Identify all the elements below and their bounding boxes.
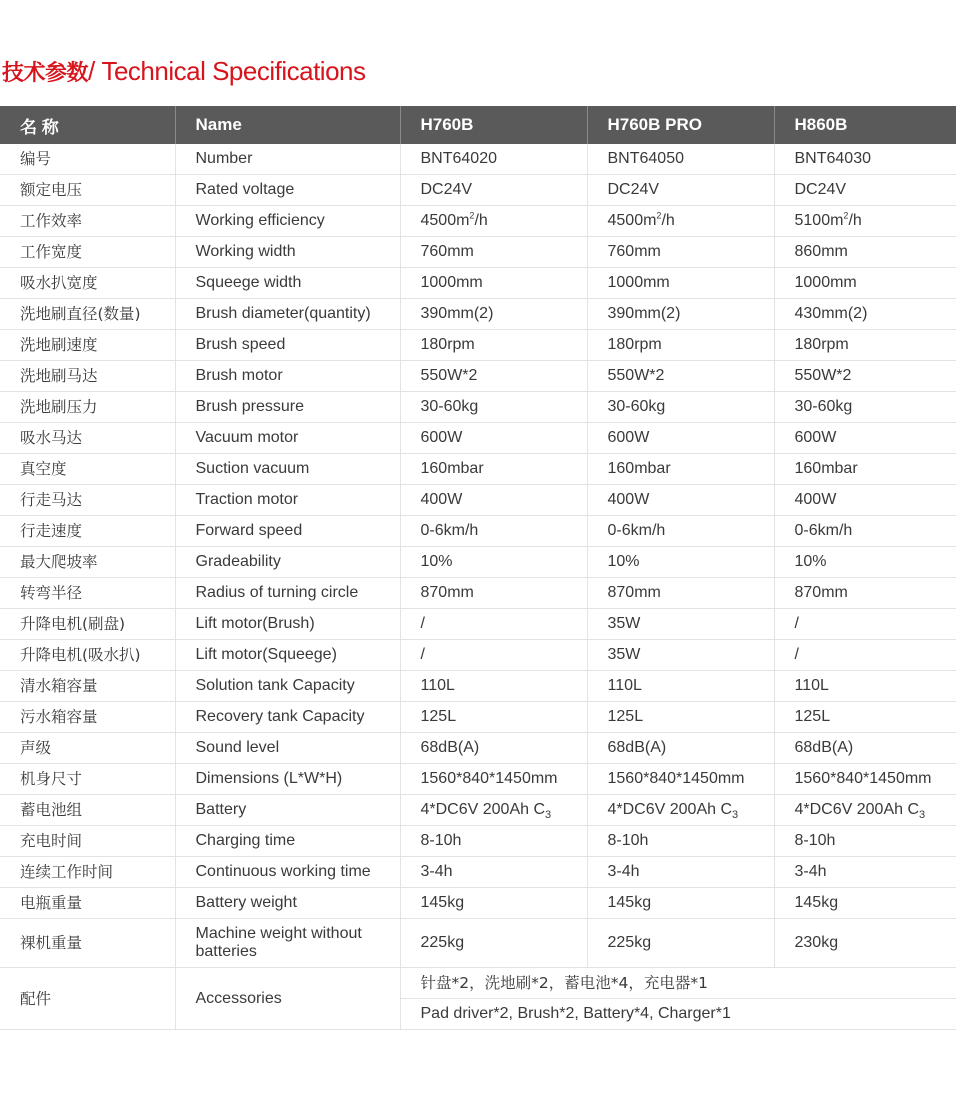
- row-value-text: 180rpm: [607, 336, 662, 353]
- row-label-cn: 额定电压: [0, 175, 175, 206]
- row-value-model-1: [400, 206, 587, 237]
- row-label-en: Brush motor: [175, 361, 400, 392]
- row-value-text: DC24V: [607, 181, 660, 198]
- row-value-model-2: [587, 919, 774, 968]
- table-row: [0, 671, 956, 702]
- row-value-text: 760mm: [607, 243, 661, 260]
- row-label-cn: 真空度: [0, 454, 175, 485]
- table-row: [0, 764, 956, 795]
- row-value-text: 600W: [420, 429, 463, 446]
- table-header-row: [0, 106, 956, 144]
- row-value-model-3: [774, 640, 956, 671]
- row-value-text: 110L: [794, 677, 829, 694]
- row-value-text: 390mm(2): [420, 305, 494, 322]
- row-value-text: 3-4h: [794, 863, 827, 880]
- row-value-model-3: [774, 485, 956, 516]
- table-row: [0, 609, 956, 640]
- row-value-model-2: [587, 361, 774, 392]
- row-value-text: 1560*840*1450mm: [420, 770, 558, 787]
- row-value-model-3: [774, 268, 956, 299]
- row-value-model-1: [400, 485, 587, 516]
- row-value-model-3: [774, 733, 956, 764]
- header-model-h860b: H860B: [774, 106, 956, 144]
- table-row: [0, 702, 956, 733]
- row-label-en: Battery weight: [175, 888, 400, 919]
- row-value-model-2: [587, 578, 774, 609]
- table-row: [0, 423, 956, 454]
- row-value-text: 430mm(2): [794, 305, 868, 322]
- row-value-model-3: [774, 206, 956, 237]
- row-value-model-1: [400, 578, 587, 609]
- accessories-value-cn: 针盘*2，洗地刷*2，蓄电池*4，充电器*1: [400, 968, 956, 999]
- row-value-text: 10%: [607, 553, 640, 570]
- row-value-text: 550W*2: [420, 367, 478, 384]
- row-value-model-3: [774, 361, 956, 392]
- row-value-text: BNT64030: [794, 150, 871, 167]
- row-value-model-2: [587, 454, 774, 485]
- row-label-cn: 裸机重量: [0, 919, 175, 968]
- row-value-text: 160mbar: [794, 460, 858, 477]
- row-label-en: Working width: [175, 237, 400, 268]
- table-row: [0, 826, 956, 857]
- row-value-model-3: [774, 547, 956, 578]
- row-value-model-3: [774, 578, 956, 609]
- row-value-text: DC24V: [420, 181, 473, 198]
- row-value-text: 35W: [607, 646, 641, 663]
- row-value-text: 390mm(2): [607, 305, 681, 322]
- row-value-model-3: [774, 423, 956, 454]
- row-label-en: Number: [175, 144, 400, 175]
- row-label-en: Recovery tank Capacity: [175, 702, 400, 733]
- row-label-cn: 吸水马达: [0, 423, 175, 454]
- row-value-model-1: [400, 857, 587, 888]
- row-value-model-1: [400, 640, 587, 671]
- table-row: [0, 578, 956, 609]
- row-label-en: Lift motor(Brush): [175, 609, 400, 640]
- row-value-text: 10%: [420, 553, 453, 570]
- row-label-en: Brush pressure: [175, 392, 400, 423]
- accessories-label-en: Accessories: [175, 968, 400, 1030]
- row-value-text: 400W: [794, 491, 837, 508]
- row-value-model-1: [400, 454, 587, 485]
- row-value-text: 160mbar: [420, 460, 484, 477]
- unit-superscript: 2: [843, 210, 849, 221]
- row-value-text: 180rpm: [794, 336, 849, 353]
- row-value-text: 1560*840*1450mm: [794, 770, 932, 787]
- row-value-model-1: [400, 888, 587, 919]
- row-value-text: 8-10h: [420, 832, 462, 849]
- row-value-model-2: [587, 640, 774, 671]
- table-row: [0, 144, 956, 175]
- row-value-model-3: [774, 609, 956, 640]
- row-label-cn: 吸水扒宽度: [0, 268, 175, 299]
- row-value-text: 3-4h: [420, 863, 453, 880]
- row-value-text: 5100m: [794, 212, 844, 229]
- row-label-en: Traction motor: [175, 485, 400, 516]
- table-row: [0, 888, 956, 919]
- row-label-en: Dimensions (L*W*H): [175, 764, 400, 795]
- page-title: [2, 56, 366, 87]
- row-value-text: 8-10h: [607, 832, 649, 849]
- row-label-en: Suction vacuum: [175, 454, 400, 485]
- table-row: [0, 857, 956, 888]
- row-value-model-2: [587, 826, 774, 857]
- row-label-en: Sound level: [175, 733, 400, 764]
- row-value-model-1: [400, 392, 587, 423]
- table-row: [0, 175, 956, 206]
- row-value-model-2: [587, 206, 774, 237]
- row-value-text: 3-4h: [607, 863, 640, 880]
- row-label-en: Forward speed: [175, 516, 400, 547]
- row-label-en: Vacuum motor: [175, 423, 400, 454]
- row-value-text: /: [420, 646, 425, 663]
- row-value-text: /: [420, 615, 425, 632]
- row-value-text: 400W: [420, 491, 463, 508]
- unit-subscript: 3: [919, 809, 926, 822]
- row-value-text: 600W: [794, 429, 837, 446]
- row-value-text: 1000mm: [607, 274, 670, 291]
- row-label-en: Battery: [175, 795, 400, 826]
- table-row: [0, 268, 956, 299]
- row-value-text: 160mbar: [607, 460, 671, 477]
- row-value-model-2: [587, 857, 774, 888]
- row-value-model-1: [400, 144, 587, 175]
- table-row: [0, 485, 956, 516]
- row-label-en: Machine weight without batteries: [175, 919, 400, 968]
- row-value-model-3: [774, 175, 956, 206]
- row-value-text: 180rpm: [420, 336, 475, 353]
- row-label-cn: 洗地刷压力: [0, 392, 175, 423]
- row-value-text: 125L: [794, 708, 831, 725]
- row-value-model-2: [587, 423, 774, 454]
- row-value-model-2: [587, 547, 774, 578]
- row-value-text: 4*DC6V 200Ah C: [607, 801, 733, 818]
- row-label-cn: 充电时间: [0, 826, 175, 857]
- row-value-text: /: [794, 646, 799, 663]
- row-value-model-2: [587, 299, 774, 330]
- row-value-text: 870mm: [794, 584, 848, 601]
- table-row: [0, 237, 956, 268]
- row-value-model-1: [400, 826, 587, 857]
- row-value-text: 760mm: [420, 243, 474, 260]
- row-value-text: 4*DC6V 200Ah C: [794, 801, 920, 818]
- unit-tail: /h: [848, 212, 862, 229]
- row-label-cn: 行走马达: [0, 485, 175, 516]
- row-label-cn: 洗地刷速度: [0, 330, 175, 361]
- row-value-model-1: [400, 516, 587, 547]
- row-label-en: Working efficiency: [175, 206, 400, 237]
- row-value-model-3: [774, 516, 956, 547]
- table-row: [0, 733, 956, 764]
- row-value-model-2: [587, 795, 774, 826]
- row-value-model-1: [400, 671, 587, 702]
- unit-tail: /h: [474, 212, 488, 229]
- row-value-text: 30-60kg: [420, 398, 479, 415]
- row-label-en: Radius of turning circle: [175, 578, 400, 609]
- row-value-text: 225kg: [607, 934, 652, 951]
- row-label-cn: 升降电机(吸水扒): [0, 640, 175, 671]
- row-value-model-1: [400, 702, 587, 733]
- spec-table: [0, 106, 956, 1030]
- row-value-model-3: [774, 795, 956, 826]
- row-value-text: 68dB(A): [420, 739, 480, 756]
- row-value-model-1: [400, 919, 587, 968]
- row-value-model-3: [774, 857, 956, 888]
- row-value-model-1: [400, 361, 587, 392]
- accessories-value-en: Pad driver*2, Brush*2, Battery*4, Charger*1: [400, 999, 956, 1030]
- row-value-text: 550W*2: [794, 367, 852, 384]
- table-row: [0, 547, 956, 578]
- row-label-cn: 洗地刷直径(数量): [0, 299, 175, 330]
- row-value-text: 145kg: [420, 894, 465, 911]
- row-label-en: Gradeability: [175, 547, 400, 578]
- accessories-label-cn: 配件: [0, 968, 175, 1030]
- row-value-model-2: [587, 175, 774, 206]
- row-value-text: BNT64020: [420, 150, 497, 167]
- page-title-en: / Technical Specifications: [88, 56, 366, 86]
- row-value-model-3: [774, 330, 956, 361]
- row-value-text: 30-60kg: [794, 398, 853, 415]
- header-model-h760b-pro: H760B PRO: [587, 106, 774, 144]
- row-value-text: 4500m: [607, 212, 657, 229]
- row-value-text: 870mm: [420, 584, 474, 601]
- row-label-cn: 行走速度: [0, 516, 175, 547]
- row-value-model-2: [587, 237, 774, 268]
- row-label-cn: 编号: [0, 144, 175, 175]
- row-value-text: 1560*840*1450mm: [607, 770, 745, 787]
- row-value-model-2: [587, 392, 774, 423]
- row-value-model-3: [774, 702, 956, 733]
- table-row: [0, 454, 956, 485]
- table-row: [0, 795, 956, 826]
- unit-superscript: 2: [656, 210, 662, 221]
- row-label-en: Brush speed: [175, 330, 400, 361]
- row-label-cn: 工作宽度: [0, 237, 175, 268]
- row-value-model-3: [774, 764, 956, 795]
- row-value-text: 4*DC6V 200Ah C: [420, 801, 546, 818]
- row-value-text: 110L: [420, 677, 455, 694]
- unit-superscript: 2: [469, 210, 475, 221]
- row-label-en: Solution tank Capacity: [175, 671, 400, 702]
- row-value-model-1: [400, 547, 587, 578]
- row-value-model-2: [587, 485, 774, 516]
- table-row: [0, 919, 956, 968]
- row-value-model-3: [774, 888, 956, 919]
- row-value-model-1: [400, 609, 587, 640]
- row-label-cn: 工作效率: [0, 206, 175, 237]
- row-value-model-2: [587, 144, 774, 175]
- row-label-cn: 声级: [0, 733, 175, 764]
- row-value-model-1: [400, 175, 587, 206]
- row-value-text: 145kg: [607, 894, 652, 911]
- row-label-en: Charging time: [175, 826, 400, 857]
- row-value-model-3: [774, 144, 956, 175]
- row-value-model-1: [400, 423, 587, 454]
- table-row: [0, 392, 956, 423]
- row-value-text: 30-60kg: [607, 398, 666, 415]
- row-label-cn: 污水箱容量: [0, 702, 175, 733]
- row-value-model-2: [587, 733, 774, 764]
- row-value-model-2: [587, 764, 774, 795]
- row-value-model-3: [774, 392, 956, 423]
- row-value-model-3: [774, 919, 956, 968]
- row-label-en: Lift motor(Squeege): [175, 640, 400, 671]
- row-label-en: Squeege width: [175, 268, 400, 299]
- header-model-h760b: H760B: [400, 106, 587, 144]
- row-value-model-1: [400, 795, 587, 826]
- row-value-model-2: [587, 330, 774, 361]
- row-value-text: 860mm: [794, 243, 848, 260]
- row-value-text: 230kg: [794, 934, 839, 951]
- table-row: [0, 299, 956, 330]
- row-value-text: 125L: [607, 708, 644, 725]
- unit-subscript: 3: [732, 809, 739, 822]
- row-value-text: 400W: [607, 491, 650, 508]
- row-label-cn: 连续工作时间: [0, 857, 175, 888]
- row-label-cn: 机身尺寸: [0, 764, 175, 795]
- table-row: [0, 640, 956, 671]
- row-value-model-1: [400, 268, 587, 299]
- row-value-text: 870mm: [607, 584, 661, 601]
- table-row: [0, 361, 956, 392]
- row-value-model-3: [774, 671, 956, 702]
- row-value-model-2: [587, 702, 774, 733]
- row-value-model-2: [587, 268, 774, 299]
- row-value-model-3: [774, 454, 956, 485]
- row-value-text: 10%: [794, 553, 827, 570]
- accessories-row: [0, 968, 956, 999]
- row-label-cn: 清水箱容量: [0, 671, 175, 702]
- row-label-cn: 升降电机(刷盘): [0, 609, 175, 640]
- row-value-text: 225kg: [420, 934, 465, 951]
- unit-tail: /h: [661, 212, 675, 229]
- row-value-text: 1000mm: [420, 274, 483, 291]
- row-value-text: 145kg: [794, 894, 839, 911]
- row-value-model-2: [587, 888, 774, 919]
- row-value-text: 68dB(A): [794, 739, 854, 756]
- row-value-model-2: [587, 671, 774, 702]
- row-value-model-2: [587, 609, 774, 640]
- row-value-text: 4500m: [420, 212, 470, 229]
- header-name-en: Name: [175, 106, 400, 144]
- row-label-cn: 洗地刷马达: [0, 361, 175, 392]
- row-value-text: 35W: [607, 615, 641, 632]
- row-value-text: 8-10h: [794, 832, 836, 849]
- row-label-en: Continuous working time: [175, 857, 400, 888]
- row-value-text: 125L: [420, 708, 457, 725]
- row-value-text: 0-6km/h: [607, 522, 666, 539]
- row-label-cn: 转弯半径: [0, 578, 175, 609]
- table-row: [0, 206, 956, 237]
- row-label-cn: 蓄电池组: [0, 795, 175, 826]
- row-value-text: 110L: [607, 677, 642, 694]
- row-value-model-2: [587, 516, 774, 547]
- row-value-model-1: [400, 764, 587, 795]
- row-value-text: 550W*2: [607, 367, 665, 384]
- unit-subscript: 3: [545, 809, 552, 822]
- row-value-text: 68dB(A): [607, 739, 667, 756]
- row-value-text: BNT64050: [607, 150, 684, 167]
- row-value-text: /: [794, 615, 799, 632]
- header-name-cn: 名 称: [0, 106, 175, 144]
- row-value-model-1: [400, 299, 587, 330]
- row-value-text: 0-6km/h: [794, 522, 853, 539]
- row-label-en: Brush diameter(quantity): [175, 299, 400, 330]
- row-value-model-1: [400, 733, 587, 764]
- row-value-text: 600W: [607, 429, 650, 446]
- row-value-model-1: [400, 237, 587, 268]
- table-row: [0, 330, 956, 361]
- row-value-model-3: [774, 826, 956, 857]
- row-value-text: 1000mm: [794, 274, 857, 291]
- row-value-model-1: [400, 330, 587, 361]
- spec-table-body: [0, 144, 956, 1030]
- row-value-text: DC24V: [794, 181, 847, 198]
- row-label-en: Rated voltage: [175, 175, 400, 206]
- row-label-cn: 电瓶重量: [0, 888, 175, 919]
- row-value-text: 0-6km/h: [420, 522, 479, 539]
- page-title-cn: 技术参数: [2, 61, 89, 86]
- row-value-model-3: [774, 299, 956, 330]
- table-row: [0, 516, 956, 547]
- row-value-model-3: [774, 237, 956, 268]
- row-label-cn: 最大爬坡率: [0, 547, 175, 578]
